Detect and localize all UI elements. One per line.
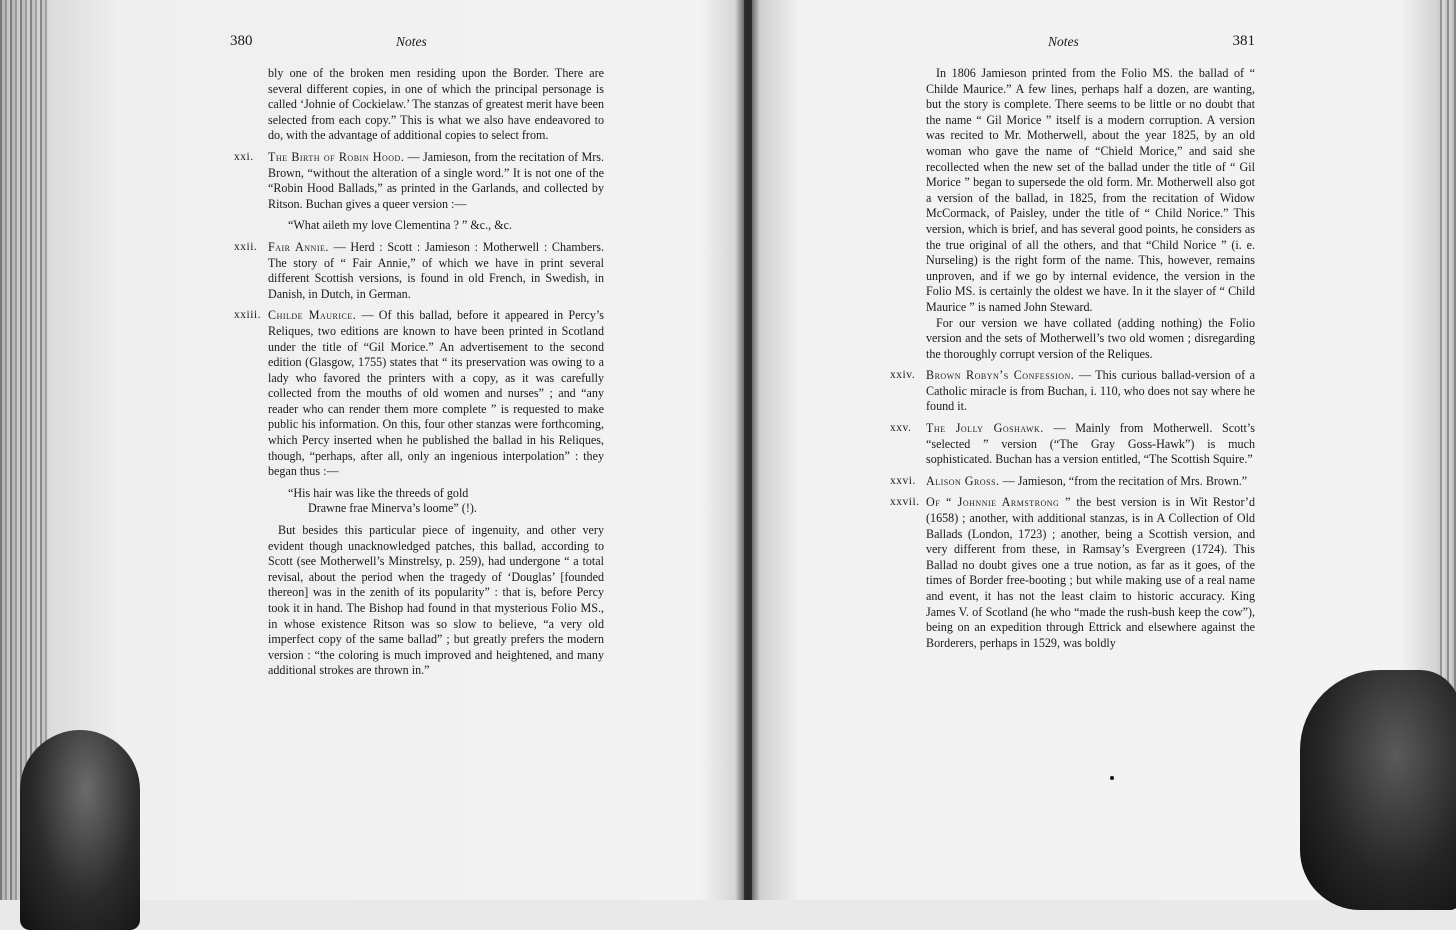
entry-title: The Birth of Robin Hood. [268, 149, 405, 164]
page-number: 381 [1232, 33, 1255, 49]
entry-text: — Jamieson, from the recitation of Mrs. Brown, “without the alteration of a single word.” It is not one of the “Robin Hood Ballads,” as printed in the Garlands, and collected by Ritson. Buchan gives a queer version :— [268, 149, 604, 211]
note-entry-xxiii [230, 308, 604, 480]
entry-text: — This curious ballad-version of a Catholic miracle is from Buchan, i. 110, who does not say where he found it. [926, 368, 1255, 414]
entry-number: xxv. [890, 422, 912, 435]
entry-number: xxvi. [890, 474, 916, 487]
note-entry-xxii [230, 240, 604, 302]
note-entry-xxiv [890, 368, 1255, 415]
entry-title: Of “ Johnnie Armstrong ” [926, 495, 1072, 510]
note-entry-xxvii [890, 495, 1255, 651]
right-page [890, 34, 1255, 657]
quote-line-2: Drawne frae Minerva’s loome” (!). [308, 501, 477, 516]
entry-number: xxii. [234, 240, 258, 253]
entry-text: the best version is in Wit Restor’d (1658) ; another, with additional stanzas, is in A Collection of Old Ballads (London, 1723) ; another, being a Scottish version, and very different from these, in Ramsay’s Evergreen (1724). This Ballad no doubt gives one a true notion, as far as it goes, of the times of Border free-booting ; but while making use of a real name and event, it has not the least claim to historic accuracy. King James V. of Scotland (he who “made the rush-bush keep the cow”), being on an expedition through Ettrick and elsewhere against the Borderers, perhaps in 1529, was boldly [926, 495, 1255, 650]
paragraph-our-version: For our version we have collated (adding nothing) the Folio version and the sets of Motherwell’s two old women ; disregarding the thoroughly corrupt version of the Reliques. [926, 315, 1255, 361]
entry-title: Childe Maurice. [268, 308, 357, 323]
entry-title: Alison Gross. [926, 473, 1000, 488]
closing-paragraph: But besides this particular piece of ingenuity, and other very evident though unacknowledged patches, this ballad, according to Scott (see Motherwell’s Minstrelsy, p. 259), had undergone “ a total revisal, about the period when the tragedy of ‘Douglas’ [founded thereon] was in the zenith of its popularity” : that is, before Percy took it in hand. The Bishop had found in that mysterious Folio MS., in whose existence Ritson was so slow to believe, “a very old imperfect copy of the same ballad” ; but greatly prefers the modern version : “the coloring is much improved and heightened, and many additional strokes are thrown in.” [268, 523, 604, 678]
page-number: 380 [230, 33, 253, 49]
quote-line-1: “His hair was like the threeds of gold [288, 485, 469, 500]
entry-number: xxiv. [890, 369, 916, 382]
book-gutter [744, 0, 752, 900]
entry-text: — Jamieson, “from the recitation of Mrs. Brown.” [1002, 473, 1248, 488]
left-thumb [20, 730, 140, 930]
entry-number: xxvii. [890, 496, 920, 509]
entry-text: — Mainly from Motherwell. Scott’s “selected ” version (“The Gray Goss-Hawk”) is much sophisticated. Buchan has a version entitled, “The Scottish Squire.” [926, 421, 1255, 467]
running-title: Notes [396, 34, 427, 49]
entry-title: Brown Robyn’s Confession. [926, 368, 1075, 383]
entry-title: The Jolly Goshawk. [926, 421, 1044, 436]
entry-number: xxiii. [234, 309, 261, 322]
opening-paragraph: bly one of the broken men residing upon the Border. There are several different copies, in one of which the principal personage is called ‘Johnie of Cockielaw.’ The stanzas of greatest merit have been selected from each copy.” This is what we also have endeavored to do, with the advantage of additional copies to select from. [268, 66, 604, 143]
running-head [890, 34, 1255, 56]
right-thumb [1300, 670, 1456, 910]
quote-clementina: “What aileth my love Clementina ? ” &c., &c. [288, 218, 512, 233]
entry-number: xxi. [234, 150, 254, 163]
note-entry-xxvi [890, 474, 1255, 490]
note-entry-xxv [890, 421, 1255, 468]
left-page [230, 34, 604, 685]
entry-text: — Herd : Scott : Jamieson : Motherwell : Chambers. The story of “ Fair Annie,” of which we have in print several different Scottish versions, is found in old French, in Swedish, in Danish, in Dutch, in German. [268, 239, 604, 301]
paragraph-childe-maurice: In 1806 Jamieson printed from the Folio MS. the ballad of “ Childe Maurice.” A few lines, perhaps half a dozen, are wanting, but the story is complete. There seems to be little or no doubt that the name “ Gil Morice ” itself is a modern corruption. A version was recited to Mr. Motherwell, about the year 1825, by an old woman who gave the name of “Chield Morice,” and said she recollected when the new set of the ballad under the title of “ Gil Morice ” began to supersede the old form. Mr. Motherwell also got a version of the ballad, in 1825, from the recitation of Widow McCormack, of Paisley, under the title of “ Child Norice.” This version, which is brief, and has several good points, he considers as the true original of all the others, and that “Child Norice ” (i. e. Nurseling) is the right form of the name. This, however, remains unproven, and if we go by internal evidence, the version in the Folio MS. is certainly the oldest we have. In it the slayer of “ Child Maurice ” is named John Steward. [926, 66, 1255, 314]
note-entry-xxi [230, 150, 604, 212]
running-head [230, 34, 604, 56]
entry-text: — Of this ballad, before it appeared in Percy’s Reliques, two editions are known to have been printed in Scotland under the title of “Gil Morice.” An advertisement to the second edition (Glasgow, 1755) states that “ its preservation was owing to a lady who favored the printers with a copy, as it was carefully collected from the mouths of old women and nurses” ; and “any reader who can render them more complete ” is requested to make public his information. On this, four other stanzas were forthcoming, which Percy inserted when he published the ballad in his Reliques, though, “perhaps, after all, only an ingenious interpolation” : they began thus :— [268, 308, 604, 479]
entry-title: Fair Annie. [268, 239, 329, 254]
ink-speck [1110, 776, 1114, 780]
running-title: Notes [1048, 34, 1079, 49]
